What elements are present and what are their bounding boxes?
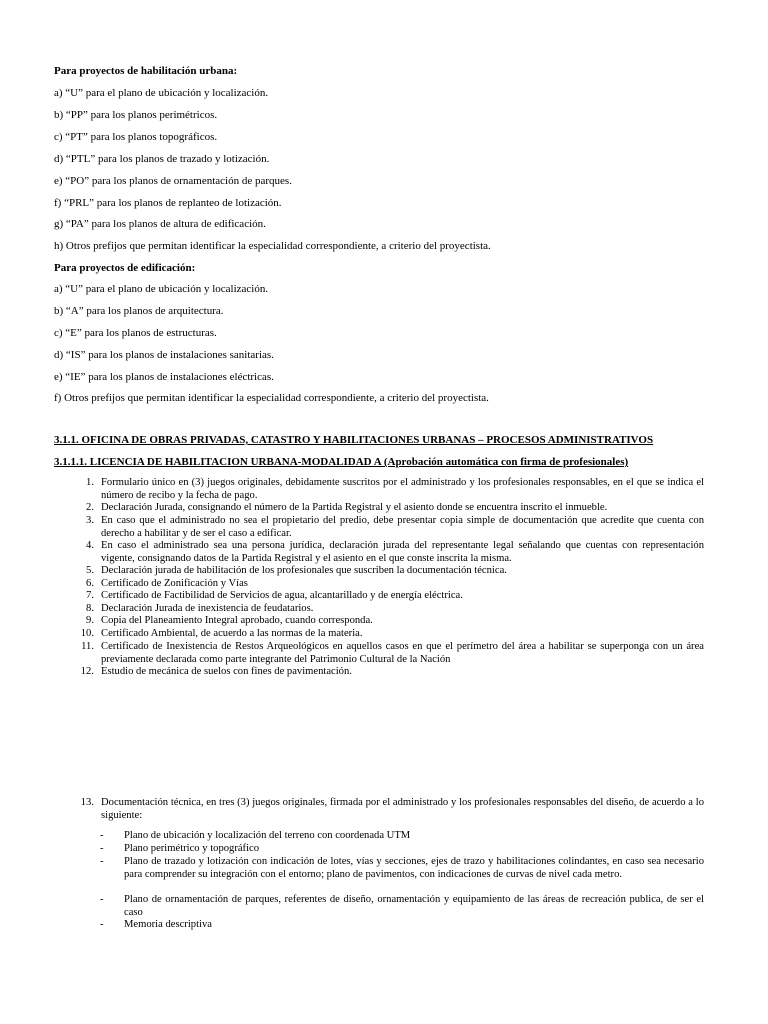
edificacion-item: b) “A” para los planos de arquitectura. (54, 305, 224, 317)
edificacion-item: e) “IE” para los planos de instalaciones eléctricas. (54, 371, 274, 383)
edificacion-item: c) “E” para los planos de estructuras. (54, 327, 217, 339)
subsection-title: 3.1.1.1. LICENCIA DE HABILITACION URBANA-MODALIDAD A (Aprobación automática con firma de profesionales) (54, 456, 629, 468)
section-title: 3.1.1. OFICINA DE OBRAS PRIVADAS, CATASTRO Y HABILITACIONES URBANAS – PROCESOS ADMINISTRATIVOS (54, 434, 654, 446)
tech-doc-text: Plano de ubicación y localización del terreno con coordenada UTM (124, 830, 411, 841)
requirement-number: 2. (86, 502, 94, 513)
requirement-number: 11. (81, 641, 94, 652)
requirement-number: 6. (86, 578, 94, 589)
tech-doc-text: Plano de trazado y lotización con indicación de lotes, vías y secciones, ejes de trazo y habilitaciones colindantes, en caso sea necesario para comprender su integración con el entorno; plano de pavimentos, con indicaciones de curvas de nivel cada metro. (124, 856, 704, 880)
dash-bullet: - (100, 856, 104, 867)
requirement-number: 13. (80, 797, 94, 808)
requirement-number: 3. (86, 515, 94, 526)
requirement-text: En caso el administrado sea una persona jurídica, declaración jurada del representante legal señalando que cuentas con representación vigente, consignando datos de la Partida Registral y el asiento en el que conste inscrita la misma. (101, 540, 704, 564)
urbana-item: b) “PP” para los planos perimétricos. (54, 109, 218, 121)
urbana-item: a) “U” para el plano de ubicación y localización. (54, 87, 269, 99)
urbana-item: g) “PA” para los planos de altura de edificación. (54, 218, 266, 230)
urbana-item: c) “PT” para los planos topográficos. (54, 131, 218, 143)
requirement-text: Declaración Jurada de inexistencia de feudatarios. (101, 603, 314, 614)
tech-doc-text: Memoria descriptiva (124, 919, 212, 930)
requirement-number: 7. (86, 590, 94, 601)
requirement-number: 8. (86, 603, 94, 614)
requirement-number: 10. (80, 628, 94, 639)
requirement-number: 5. (86, 565, 94, 576)
requirement-number: 12. (80, 666, 94, 677)
dash-bullet: - (100, 843, 104, 854)
urbana-item: d) “PTL” para los planos de trazado y lotización. (54, 153, 270, 165)
requirement-number: 9. (86, 615, 94, 626)
requirement-number: 1. (86, 477, 94, 488)
urbana-item: h) Otros prefijos que permitan identificar la especialidad correspondiente, a criterio del proyectista. (54, 240, 491, 252)
requirement-text: Certificado de Zonificación y Vías (101, 578, 248, 589)
requirement-text: Copia del Planeamiento Integral aprobado, cuando corresponda. (101, 615, 373, 626)
requirement-number: 4. (86, 540, 94, 551)
dash-bullet: - (100, 894, 104, 905)
requirement-text: Certificado Ambiental, de acuerdo a las normas de la materia. (101, 628, 363, 639)
edificacion-item: d) “IS” para los planos de instalaciones sanitarias. (54, 349, 274, 361)
requirement-text: Certificado de Factibilidad de Servicios de agua, alcantarillado y de energía eléctrica. (101, 590, 463, 601)
edificacion-heading: Para proyectos de edificación: (54, 262, 196, 274)
requirement-text: Declaración Jurada, consignando el número de la Partida Registral y el asiento donde se encuentra inscrito el inmueble. (101, 502, 608, 513)
requirement-text: Estudio de mecánica de suelos con fines de pavimentación. (101, 666, 352, 677)
requirement-text: Declaración jurada de habilitación de los profesionales que suscriben la documentación técnica. (101, 565, 507, 576)
requirement-text: Certificado de Inexistencia de Restos Arqueológicos en aquellos casos en que el perímetro del área a habilitar se superponga con un área previamente declarada como parte integrante del Patrimonio Cultural de la Nación (101, 641, 704, 665)
urbana-item: e) “PO” para los planos de ornamentación de parques. (54, 175, 292, 187)
edificacion-item: f) Otros prefijos que permitan identificar la especialidad correspondiente, a criterio del proyectista. (54, 392, 489, 404)
dash-bullet: - (100, 919, 104, 930)
urbana-heading: Para proyectos de habilitación urbana: (54, 65, 238, 77)
urbana-item: f) “PRL” para los planos de replanteo de lotización. (54, 197, 282, 209)
dash-bullet: - (100, 830, 104, 841)
requirement-text: Documentación técnica, en tres (3) juegos originales, firmada por el administrado y los profesionales responsables del diseño, de acuerdo a lo siguiente: (101, 797, 704, 821)
edificacion-item: a) “U” para el plano de ubicación y localización. (54, 283, 269, 295)
requirement-text: Formulario único en (3) juegos originales, debidamente suscritos por el administrado y los profesionales responsables, en el que se indica el número de recibo y la fecha de pago. (101, 477, 704, 501)
tech-doc-text: Plano perimétrico y topográfico (124, 843, 260, 854)
tech-doc-text: Plano de ornamentación de parques, referentes de diseño, ornamentación y equipamiento de las áreas de recreación publica, de ser el caso (124, 894, 704, 918)
requirement-text: En caso que el administrado no sea el propietario del predio, debe presentar copia simple de documentación que acredite que cuenta con derecho a habilitar y de ser el caso a edificar. (101, 515, 704, 539)
